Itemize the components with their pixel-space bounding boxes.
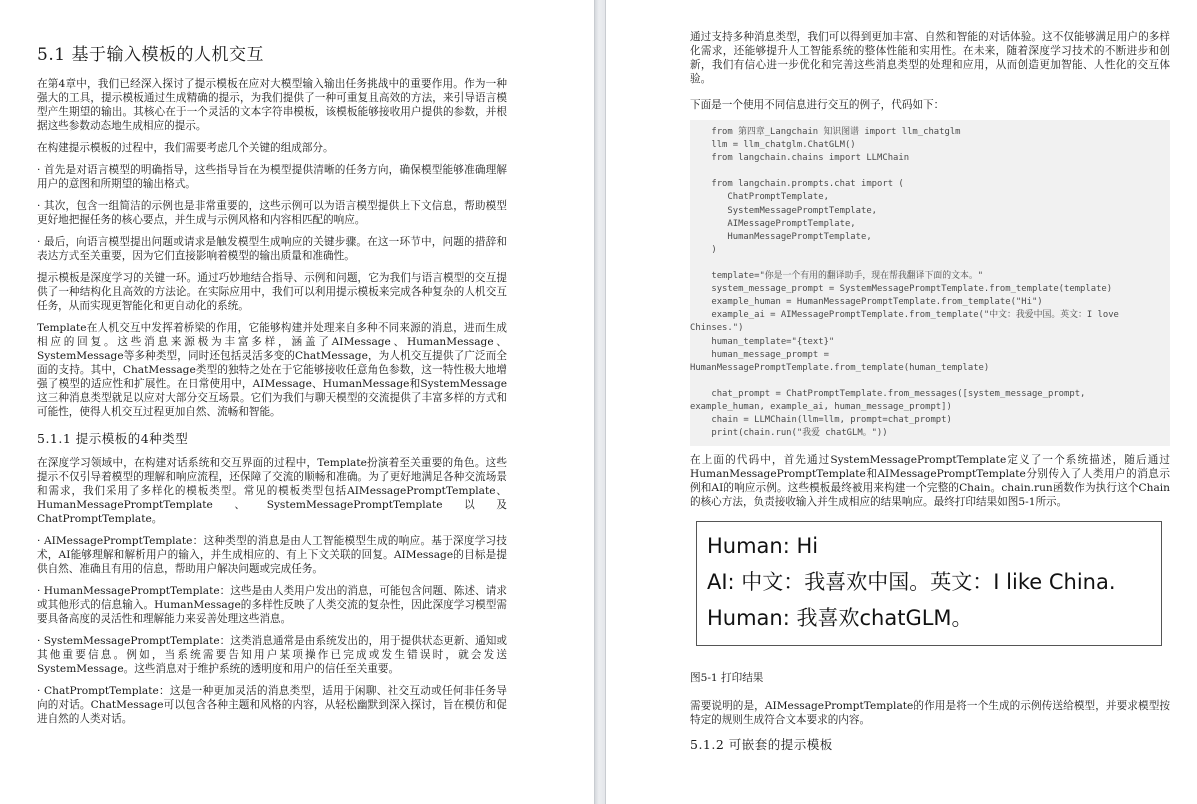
paragraph: 在上面的代码中，首先通过SystemMessagePromptTemplate定义了一个系统描述，随后通过HumanMessagePromptTemplate和AIMessagePromptTemplate分别传入了人类用户的消息示例和AI的响应示例。这些模板最终被用来构建一个完整的Chain。chain.run函数作为执行这个Chain的核心方法，负责接收输入并生成相应的结果响应。最终打印结果如图5-1所示。 bbox=[690, 454, 1170, 509]
code-line: human_template="{text}" bbox=[690, 336, 835, 347]
paragraph: 在第4章中，我们已经深入探讨了提示模板在应对大模型输入输出任务挑战中的重要作用。作为一种强大的工具，提示模板通过生成精确的提示，为我们提供了一种可重复且高效的方法，来引导语言模型产生期望的输出。其核心在于一个灵活的文本字符串模板，该模板能够接收用户提供的参数，并根据这些参数动态地生成相应的提示。 bbox=[37, 78, 507, 132]
code-line bbox=[690, 257, 1170, 270]
code-line: system_message_prompt = SystemMessagePromptTemplate.from_template(template) bbox=[690, 284, 1113, 295]
code-line: template="你是一个有用的翻译助手，现在帮我翻译下面的文本。" bbox=[690, 271, 984, 282]
code-line: AIMessagePromptTemplate, bbox=[690, 218, 856, 229]
right-column bbox=[690, 30, 1170, 762]
right-page bbox=[606, 0, 1197, 804]
code-line: ChatPromptTemplate, bbox=[690, 192, 829, 203]
figure-caption: 图5-1 打印结果 bbox=[690, 672, 764, 685]
code-line bbox=[690, 165, 1170, 178]
paragraph: 在深度学习领域中，在构建对话系统和交互界面的过程中，Template扮演着至关重要的角色。这些提示不仅引导着模型的理解和响应流程，还保障了交流的顺畅和准确。为了更好地满足各种交流场景和需求，我们采用了多样化的模板类型。常见的模板类型包括AIMessagePromptTemplate、HumanMessagePromptTemplate、SystemMessagePromptTemplate以及ChatPromptTemplate。 bbox=[37, 457, 507, 525]
code-line: chain = LLMChain(llm=llm, prompt=chat_prompt) bbox=[690, 415, 952, 426]
code-line: ) bbox=[690, 244, 717, 255]
bullet-paragraph: · SystemMessagePromptTemplate：这类消息通常是由系统发出的，用于提供状态更新、通知或其他重要信息。例如，当系统需要告知用户某项操作已完成或发生错误时，就会发送SystemMessage。这些消息对于维护系统的透明度和用户的信任至关重要。 bbox=[37, 635, 507, 675]
paragraph: 通过支持多种消息类型，我们可以得到更加丰富、自然和智能的对话体验。这不仅能够满足用户的多样化需求，还能够提升人工智能系统的整体性能和实用性。在未来，随着深度学习技术的不断进步和创新，我们有信心进一步优化和完善这些消息类型的处理和应用，从而创造更加智能、人性化的交互体验。 bbox=[690, 31, 1170, 85]
left-column bbox=[37, 40, 507, 734]
bullet-paragraph: · 其次，包含一组简洁的示例也是非常重要的，这些示例可以为语言模型提供上下文信息，帮助模型更好地把握任务的核心要点，并生成与示例风格和内容相匹配的响应。 bbox=[37, 200, 507, 226]
subsection-title: 5.1.1 提示模板的4种类型 bbox=[37, 431, 189, 446]
output-line: Human: Hi bbox=[707, 534, 819, 559]
bullet-paragraph: · AIMessagePromptTemplate：这种类型的消息是由人工智能模型生成的响应。基于深度学习技术，AI能够理解和解析用户的输入，并生成相应的、有上下文关联的回复。AIMessage的目标是提供自然、准确且有用的信息，帮助用户解决问题或完成任务。 bbox=[37, 535, 507, 575]
code-line: chat_prompt = ChatPromptTemplate.from_messages([system_message_prompt, bbox=[690, 388, 1086, 399]
code-block bbox=[690, 120, 1170, 446]
bullet-paragraph: · HumanMessagePromptTemplate：这些是由人类用户发出的消息，可能包含问题、陈述、请求或其他形式的信息输入。HumanMessage的多样性反映了人类交流的复杂性，因此深度学习模型需要具备高度的灵活性和理解能力来妥善处理这些消息。 bbox=[37, 585, 507, 625]
code-line: Chinses.") bbox=[690, 323, 744, 334]
code-line: SystemMessagePromptTemplate, bbox=[690, 205, 878, 216]
paragraph: 提示模板是深度学习的关键一环。通过巧妙地结合指导、示例和问题，它为我们与语言模型的交互提供了一种结构化且高效的方法论。在实际应用中，我们可以利用提示模板来完成各种复杂的人机交互任务，从而实现更智能化和更自动化的系统。 bbox=[37, 272, 507, 312]
section-title: 5.1 基于输入模板的人机交互 bbox=[37, 45, 264, 65]
code-line: from langchain.prompts.chat import ( bbox=[690, 179, 904, 190]
output-line: Human: 我喜欢chatGLM。 bbox=[707, 606, 973, 631]
bullet-paragraph: · 最后，向语言模型提出问题或请求是触发模型生成响应的关键步骤。在这一环节中，问题的措辞和表达方式至关重要，因为它们直接影响着模型的输出质量和准确性。 bbox=[37, 236, 507, 262]
paragraph: 下面是一个使用不同信息进行交互的例子，代码如下： bbox=[690, 99, 945, 111]
code-line: llm = llm_chatglm.ChatGLM() bbox=[690, 140, 856, 151]
page-gutter bbox=[594, 0, 606, 804]
paragraph: 需要说明的是，AIMessagePromptTemplate的作用是将一个生成的示例传送给模型，并要求模型按特定的规则生成符合文本要求的内容。 bbox=[690, 700, 1170, 727]
paragraph: Template在人机交互中发挥着桥梁的作用，它能够构建并处理来自多种不同来源的消息，进而生成相应的回复。这些消息来源极为丰富多样，涵盖了AIMessage、HumanMessage、SystemMessage等多种类型，同时还包括灵活多变的ChatMessage，为人机交互提供了广泛而全面的支持。其中，ChatMessage类型的独特之处在于它能够接收任意角色参数，这一特性极大地增强了模型的适应性和扩展性。在日常使用中，AIMessage、HumanMessage和SystemMessage这三种消息类型就足以应对大部分交互场景。它们为我们与聊天模型的交流提供了丰富多样的方式和可能性，使得人机交互过程更加自然、流畅和智能。 bbox=[37, 322, 507, 418]
code-line: HumanMessagePromptTemplate, bbox=[690, 231, 872, 242]
paragraph: 在构建提示模板的过程中，我们需要考虑几个关键的组成部分。 bbox=[37, 142, 334, 154]
code-line: example_human = HumanMessagePromptTemplate.from_template("Hi") bbox=[690, 297, 1043, 308]
code-line: example_human, example_ai, human_message_prompt]) bbox=[690, 401, 952, 412]
code-line bbox=[690, 375, 1170, 388]
left-page bbox=[0, 0, 594, 804]
bullet-paragraph: · ChatPromptTemplate：这是一种更加灵活的消息类型，适用于闲聊、社交互动或任何非任务导向的对话。ChatMessage可以包含各种主题和风格的内容，从轻松幽默到深入探讨，旨在模仿和促进自然的人类对话。 bbox=[37, 685, 507, 725]
code-line: example_ai = AIMessagePromptTemplate.from_template("中文：我爱中国。英文：I love bbox=[690, 310, 1119, 321]
code-line: HumanMessagePromptTemplate.from_template(human_template) bbox=[690, 362, 990, 373]
code-line: human_message_prompt = bbox=[690, 349, 829, 360]
code-line: print(chain.run("我爱 chatGLM。")) bbox=[690, 428, 888, 439]
code-line: from 第四章_Langchain 知识图谱 import llm_chatglm bbox=[690, 127, 961, 137]
output-figure bbox=[696, 521, 1162, 646]
output-line: AI: 中文：我喜欢中国。英文：I like China. bbox=[707, 570, 1116, 595]
bullet-paragraph: · 首先是对语言模型的明确指导，这些指导旨在为模型提供清晰的任务方向，确保模型能够准确理解用户的意图和所期望的输出格式。 bbox=[37, 164, 507, 190]
code-line: from langchain.chains import LLMChain bbox=[690, 153, 910, 164]
subsection-title: 5.1.2 可嵌套的提示模板 bbox=[690, 737, 833, 753]
